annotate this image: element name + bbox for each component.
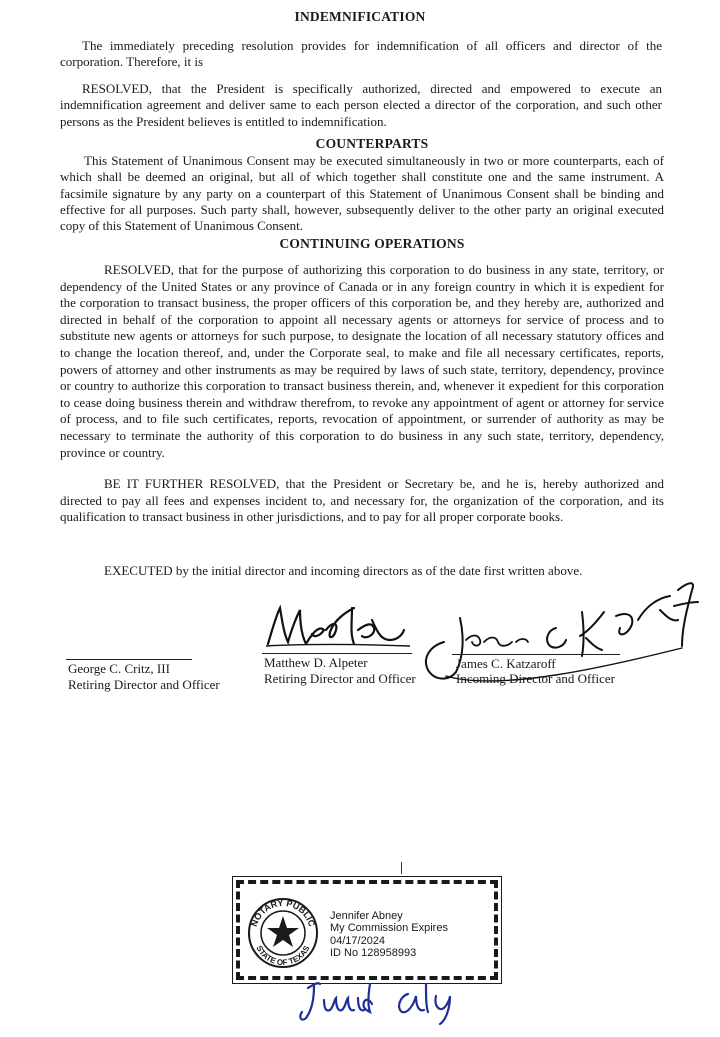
continuing-operations-resolved-paragraph: RESOLVED, that for the purpose of authorizing this corporation to do business in any state, territory, or dependency of the United States or any province of Canada or in any foreign country in which it is expedient for the corporation to transact business, the proper officers of this corporation be, and they hereby are, authorized and directed in behalf of the corporation to appoint all necessary agents or attorneys for service of process and to substitute new agents or attorneys for such purpose, to designate the location of all necessary statutory offices and to change the location thereof, and, under the Corporate seal, to make and file all necessary certificates, reports, powers of attorney and other instruments as may be required by laws of such state, territory, dependency, province or country to authorize this corporation to transact business therein, and, whenever it expedient for this corporation to cease doing business therein and withdraw therefrom, to revoke any appointment of agent or attorney for service of process, and to file such certificates, reports, revocation of appointment, or surrender of authority as may be necessary to terminate the authority of this corporation to do business in any such state, territory, dependency, province or country. (60, 262, 664, 460)
signature-line-alpeter (262, 653, 412, 654)
further-resolved-paragraph: BE IT FURTHER RESOLVED, that the President or Secretary be, and he is, hereby authorized and directed to pay all fees and expenses incident to, and necessary for, the organization of the corporation, and its qualification to transact business in other jurisdictions, and to pay for all proper corporate books. (60, 476, 664, 525)
signatory-name-critz: George C. Critz, III (68, 661, 170, 676)
seal-bottom-text: STATE OF TEXAS (254, 944, 312, 968)
heading-counterparts: COUNTERPARTS (315, 136, 429, 151)
signatory-title-katzaroff: Incoming Director and Officer (456, 671, 615, 686)
handwritten-signature-notary (296, 974, 466, 1026)
signatory-name-katzaroff: James C. Katzaroff (456, 656, 556, 671)
signatory-title-alpeter: Retiring Director and Officer (264, 671, 416, 686)
signatory-title-critz: Retiring Director and Officer (68, 677, 220, 692)
counterparts-paragraph: This Statement of Unanimous Consent may be executed simultaneously in two or more counterparts, each of which shall be deemed an original, but all of which together shall constitute one and the same instrument. A facsimile signature by any party on a counterpart of this Statement of Unanimous Consent shall be binding and effective for all purposes. Such party shall, however, subsequently deliver to the other party an original executed copy of this Statement of Unanimous Consent. (60, 153, 664, 234)
heading-continuing-operations: CONTINUING OPERATIONS (279, 236, 465, 251)
indemnification-resolved-paragraph: RESOLVED, that the President is specifically authorized, directed and empowered to execute an indemnification agreement and deliver same to each person elected a director of the corporation, and such other persons as the President believes is entitled to indemnification. (60, 81, 662, 129)
stray-mark (401, 862, 402, 874)
notary-name: Jennifer Abney (330, 910, 403, 922)
signature-line-katzaroff (452, 654, 620, 655)
seal-top-text: NOTARY PUBLIC (248, 897, 318, 928)
indemnification-paragraph-1: The immediately preceding resolution provides for indemnification of all officers and director of the corporation. Therefore, it is (60, 38, 662, 70)
notary-seal-icon (246, 896, 320, 970)
signature-line-critz (66, 659, 192, 660)
handwritten-signature-alpeter (262, 600, 412, 656)
notary-id-number: ID No 128958993 (330, 947, 417, 959)
executed-statement: EXECUTED by the initial director and incoming directors as of the date first written above. (104, 563, 583, 578)
signatory-name-alpeter: Matthew D. Alpeter (264, 655, 368, 670)
notary-expiry-date: 04/17/2024 (330, 935, 386, 947)
heading-indemnification: INDEMNIFICATION (294, 9, 426, 24)
notary-commission-label: My Commission Expires (330, 922, 448, 934)
